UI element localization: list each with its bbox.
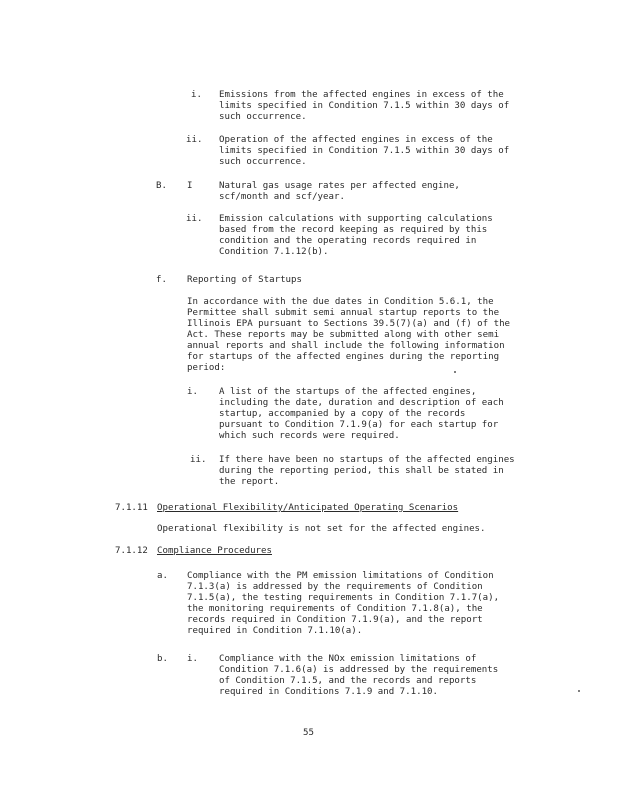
text-line: scf/month and scf/year. — [219, 192, 345, 202]
scan-speck — [578, 690, 580, 692]
text-line: Natural gas usage rates per affected engine, — [219, 181, 460, 191]
item-sublabel: i. — [187, 654, 198, 664]
text-line: Emission calculations with supporting calculations — [219, 214, 493, 224]
item-label: i. — [187, 387, 198, 397]
item-label: a. — [157, 571, 168, 581]
section-heading: Reporting of Startups — [187, 275, 302, 285]
text-line: Illinois EPA pursuant to Sections 39.5(7)(a) and (f) of the — [187, 319, 511, 329]
text-line: A list of the startups of the affected engines, — [219, 387, 477, 397]
item-label: ii. — [186, 135, 203, 145]
text-line: during the reporting period, this shall be stated in — [219, 466, 504, 476]
text-line: such occurrence. — [219, 112, 307, 122]
item-label: B. — [156, 181, 167, 191]
text-line: for startups of the affected engines during the reporting — [187, 352, 500, 362]
section-number: 7.1.12 — [115, 546, 148, 556]
item-label: ii. — [190, 455, 207, 465]
text-line: including the date, duration and description of each — [219, 398, 504, 408]
text-line: pursuant to Condition 7.1.9(a) for each startup for — [219, 420, 499, 430]
text-line: Operational flexibility is not set for the affected engines. — [157, 524, 486, 534]
section-heading: Compliance Procedures — [157, 546, 272, 556]
text-line: Condition 7.1.6(a) is addressed by the requirements — [219, 665, 499, 675]
item-label: ii. — [186, 214, 203, 224]
scan-speck — [454, 371, 456, 373]
text-line: 7.1.3(a) is addressed by the requirements of Condition — [187, 582, 483, 592]
item-label: b. — [157, 654, 168, 664]
text-line: based from the record keeping as required by this — [219, 225, 488, 235]
text-line: of Condition 7.1.5, and the records and reports — [219, 676, 477, 686]
text-line: required in Conditions 7.1.9 and 7.1.10. — [219, 687, 438, 697]
text-line: such occurrence. — [219, 157, 307, 167]
item-sublabel: I — [187, 181, 193, 191]
text-line: startup, accompanied by a copy of the records — [219, 409, 466, 419]
text-line: period: — [187, 363, 226, 373]
text-line: 7.1.5(a), the testing requirements in Condition 7.1.7(a), — [187, 593, 500, 603]
text-line: Condition 7.1.12(b). — [219, 247, 329, 257]
text-line: required in Condition 7.1.10(a). — [187, 626, 363, 636]
page-number: 55 — [303, 728, 314, 738]
text-line: records required in Condition 7.1.9(a), and the report — [187, 615, 483, 625]
section-label: f. — [156, 275, 167, 285]
text-line: Emissions from the affected engines in excess of the — [219, 90, 504, 100]
text-line: If there have been no startups of the affected engines — [219, 455, 515, 465]
text-line: the report. — [219, 477, 280, 487]
text-line: Compliance with the PM emission limitations of Condition — [187, 571, 494, 581]
text-line: limits specified in Condition 7.1.5 within 30 days of — [219, 101, 510, 111]
text-line: the monitoring requirements of Condition 7.1.8(a), the — [187, 604, 483, 614]
text-line: which such records were required. — [219, 431, 400, 441]
text-line: condition and the operating records required in — [219, 236, 477, 246]
section-number: 7.1.11 — [115, 503, 148, 513]
text-line: Operation of the affected engines in excess of the — [219, 135, 493, 145]
item-label: i. — [191, 90, 202, 100]
text-line: Permittee shall submit semi annual startup reports to the — [187, 308, 500, 318]
text-line: In accordance with the due dates in Condition 5.6.1, the — [187, 297, 494, 307]
text-line: annual reports and shall include the following information — [187, 341, 505, 351]
section-heading: Operational Flexibility/Anticipated Operating Scenarios — [157, 503, 459, 513]
text-line: Compliance with the NOx emission limitations of — [219, 654, 477, 664]
text-line: Act. These reports may be submitted along with other semi — [187, 330, 500, 340]
text-line: limits specified in Condition 7.1.5 within 30 days of — [219, 146, 510, 156]
